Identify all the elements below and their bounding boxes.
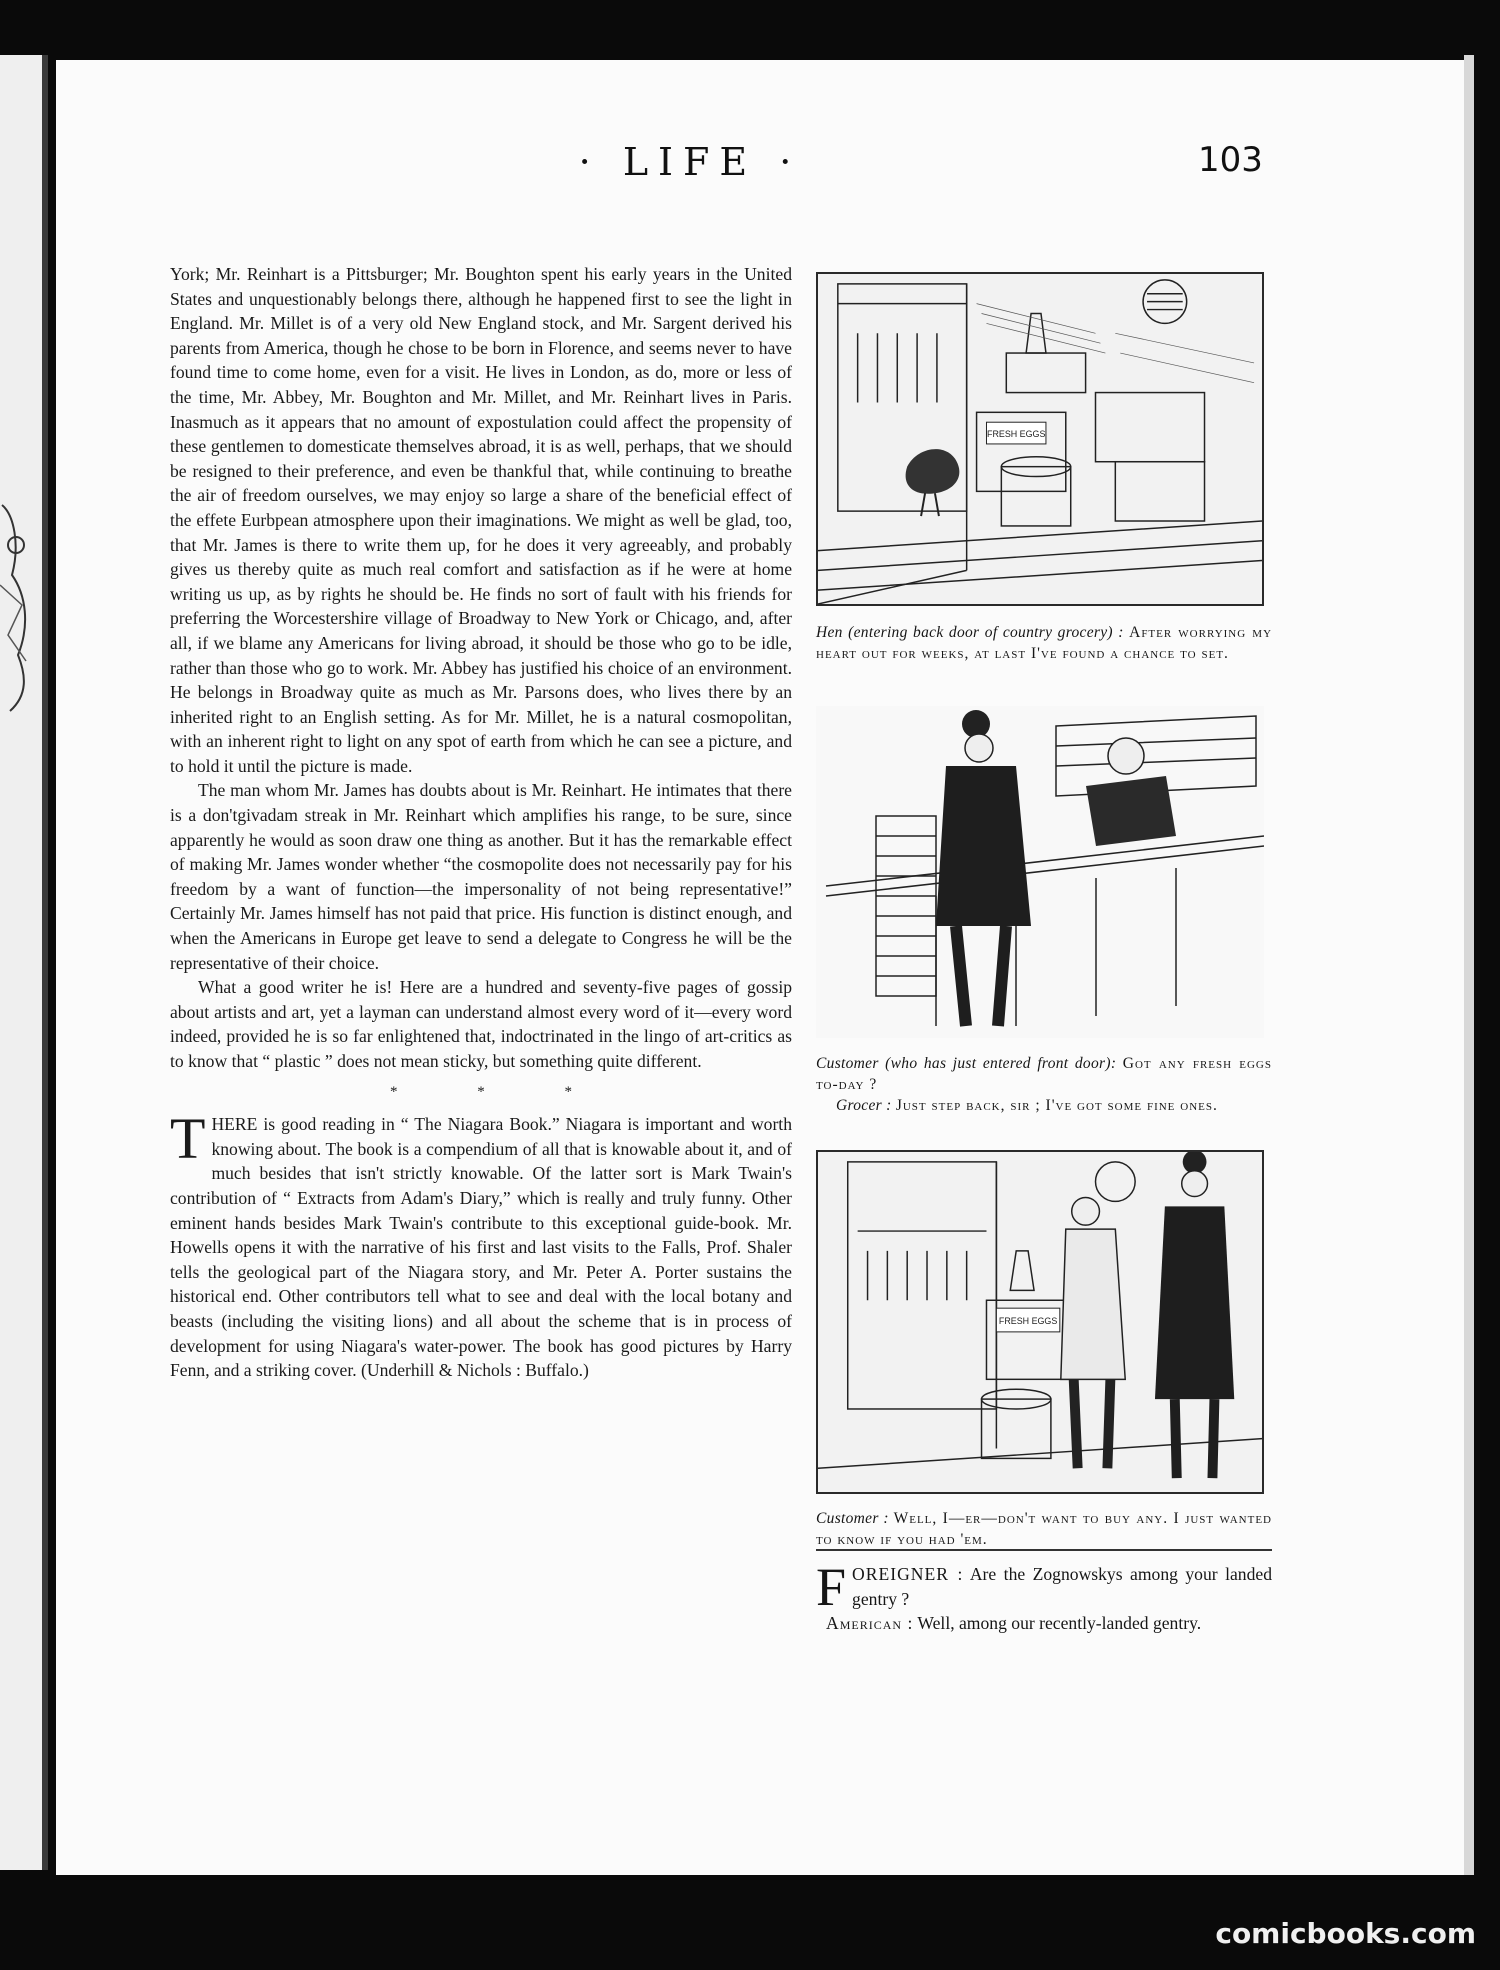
caption-line: Got any fresh eggs to-day ? <box>816 1055 1272 1093</box>
review-text: HERE is good reading in “ The Niagara Book.” Niagara is important and worth knowing about. The book is a compendium of all that is knowable about it, and of much besides that isn't strictly knowable. Of the latter sort is Mark Twain's contribution of “ Extracts from Adam's Diary,” which is really and truly funny. Other eminent hands besides Mark Twain's contribute to this exceptional guide-book. Mr. Howells opens it with the narrative of his first and last visits to the Falls, Prof. Shaler tells the geological part of the Niagara story, and Mr. Peter A. Porter sustains the historical end. Other contributors tell what to see and deal with the local botany and beasts (including the visiting lions) and all about the scheme that is in process of development for using Niagara's water-power. The book has good pictures by Harry Fenn, and a striking cover. (Underhill & Nichols : Buffalo.) <box>170 1114 792 1381</box>
joke-line: Well, among our recently-landed gentry. <box>917 1613 1202 1634</box>
cartoon-hen-illustration <box>816 272 1264 606</box>
caption-speaker: Customer <box>816 1055 879 1072</box>
article-column <box>170 262 792 1383</box>
joke-speaker: OREIGNER : <box>852 1564 964 1584</box>
joke-speaker: American : <box>826 1613 914 1634</box>
divider-rule <box>816 1549 1272 1551</box>
joke-foreigner-american <box>816 1557 1272 1636</box>
article-paragraph: What a good writer he is! Here are a hundred and seventy-five pages of gossip about artists and art, yet a layman can understand almost every word of it—every word indeed, provided he is so far enlightened that, indoctrinated in the lingo of art-critics as to know that “ plastic ” does not mean sticky, but something quite different. <box>170 977 792 1071</box>
watermark: comicbooks.com <box>1215 1917 1476 1950</box>
facing-page-edge <box>0 55 48 1870</box>
review-paragraph <box>170 1106 792 1383</box>
joke-line: Are the Zognowskys among your landed gentry ? <box>852 1564 1272 1609</box>
caption-direction: (entering back door of country grocery) : <box>848 624 1124 641</box>
cartoon-customer-illustration <box>816 1150 1264 1494</box>
caption-line: Just step back, sir ; I've got some fine ones. <box>895 1097 1218 1114</box>
article-paragraph: The man whom Mr. James has doubts about is Mr. Reinhart. He intimates that there is a don'tgivadam streak in Mr. Reinhart which amplifies his range, to be sure, since apparently he would as soon draw one thing as another. But it has the remarkable effect of making Mr. James wonder whether “the cosmopolite does not necessarily pay for his freedom by a want of function—the impersonality of not being representative!” Certainly Mr. James himself has not paid that price. His function is distinct enough, and when the Americans in Europe get leave to send a delegate to Congress he will be the representative of their choice. <box>170 780 792 973</box>
caption-direction: (who has just entered front door): <box>885 1055 1117 1072</box>
drop-cap: F <box>816 1557 847 1617</box>
egg-sign-text: FRESH EGGS <box>987 429 1046 440</box>
caption-speaker: Customer : <box>816 1510 889 1527</box>
caption-speaker: Grocer : <box>836 1097 892 1114</box>
hen-scene-drawing <box>818 274 1262 604</box>
article-paragraph: York; Mr. Reinhart is a Pittsburger; Mr. Boughton spent his early years in the United States and unquestionably belongs there, although he happened first to see the light in England. Mr. Millet is of a very old New England stock, and Mr. Sargent derived his parents from America, though he chose to be born in Florence, and seems never to have found time to come home, even for a visit. He lives in London, as do, more or less of the time, Mr. Abbey, Mr. Boughton and Mr. Millet, and Mr. Reinhart lives in Paris. Inasmuch as it appears that no amount of expostulation could affect the propensity of these gentlemen to domesticate themselves abroad, it is as well, perhaps, that we should be resigned to their preference, and even be thankful that, while continuing to breathe the air of freedom ourselves, we may enjoy so large a share of the beneficial effect of the effete Eurbpean atmosphere upon their imaginations. We might as well be glad, too, that Mr. James is there to write them up, for he does it very agreeably, and probably gives us thereby quite as much real comfort and satisfaction as if he were at home writing us up, as by rights he should be. He finds no sort of fault with his friends for preferring the Worcestershire village of Broadway to New York or Chicago, and, after all, if we blame any Americans for living abroad, it should be those who go to be idle, rather than those who go to work. Mr. Abbey has justified his choice of an environment. He belongs in Broadway quite as much as Mr. Parsons does, who lives there by an inherited right to an English setting. As for Mr. Millet, he is a natural cosmopolitan, with an inherent right to light on any spot of earth from which he can see a picture, and to hold it until the picture is made. <box>170 264 792 776</box>
egg-sign-text: FRESH EGGS <box>998 1315 1058 1326</box>
customer-scene-drawing <box>818 1152 1262 1492</box>
cartoon3-caption <box>816 1508 1272 1550</box>
page-edge <box>1464 55 1474 1875</box>
facing-page-illustration-fragment <box>0 485 34 715</box>
caption-line: After worrying my heart out for weeks, at last I've found a chance to set. <box>816 624 1273 662</box>
masthead: · LIFE · <box>578 140 802 184</box>
caption-line: Well, I—er—don't want to buy any. I just wanted to know if you had 'em. <box>816 1510 1272 1548</box>
cartoon1-caption <box>816 622 1272 664</box>
caption-speaker: Hen <box>816 624 843 641</box>
cartoon2-caption <box>816 1053 1272 1116</box>
page-number: 103 <box>1198 140 1263 180</box>
drop-cap: T <box>170 1106 206 1172</box>
grocer-scene-drawing <box>816 706 1264 1038</box>
section-separator: * * * <box>390 1083 610 1100</box>
cartoon-grocer-illustration <box>816 706 1264 1038</box>
